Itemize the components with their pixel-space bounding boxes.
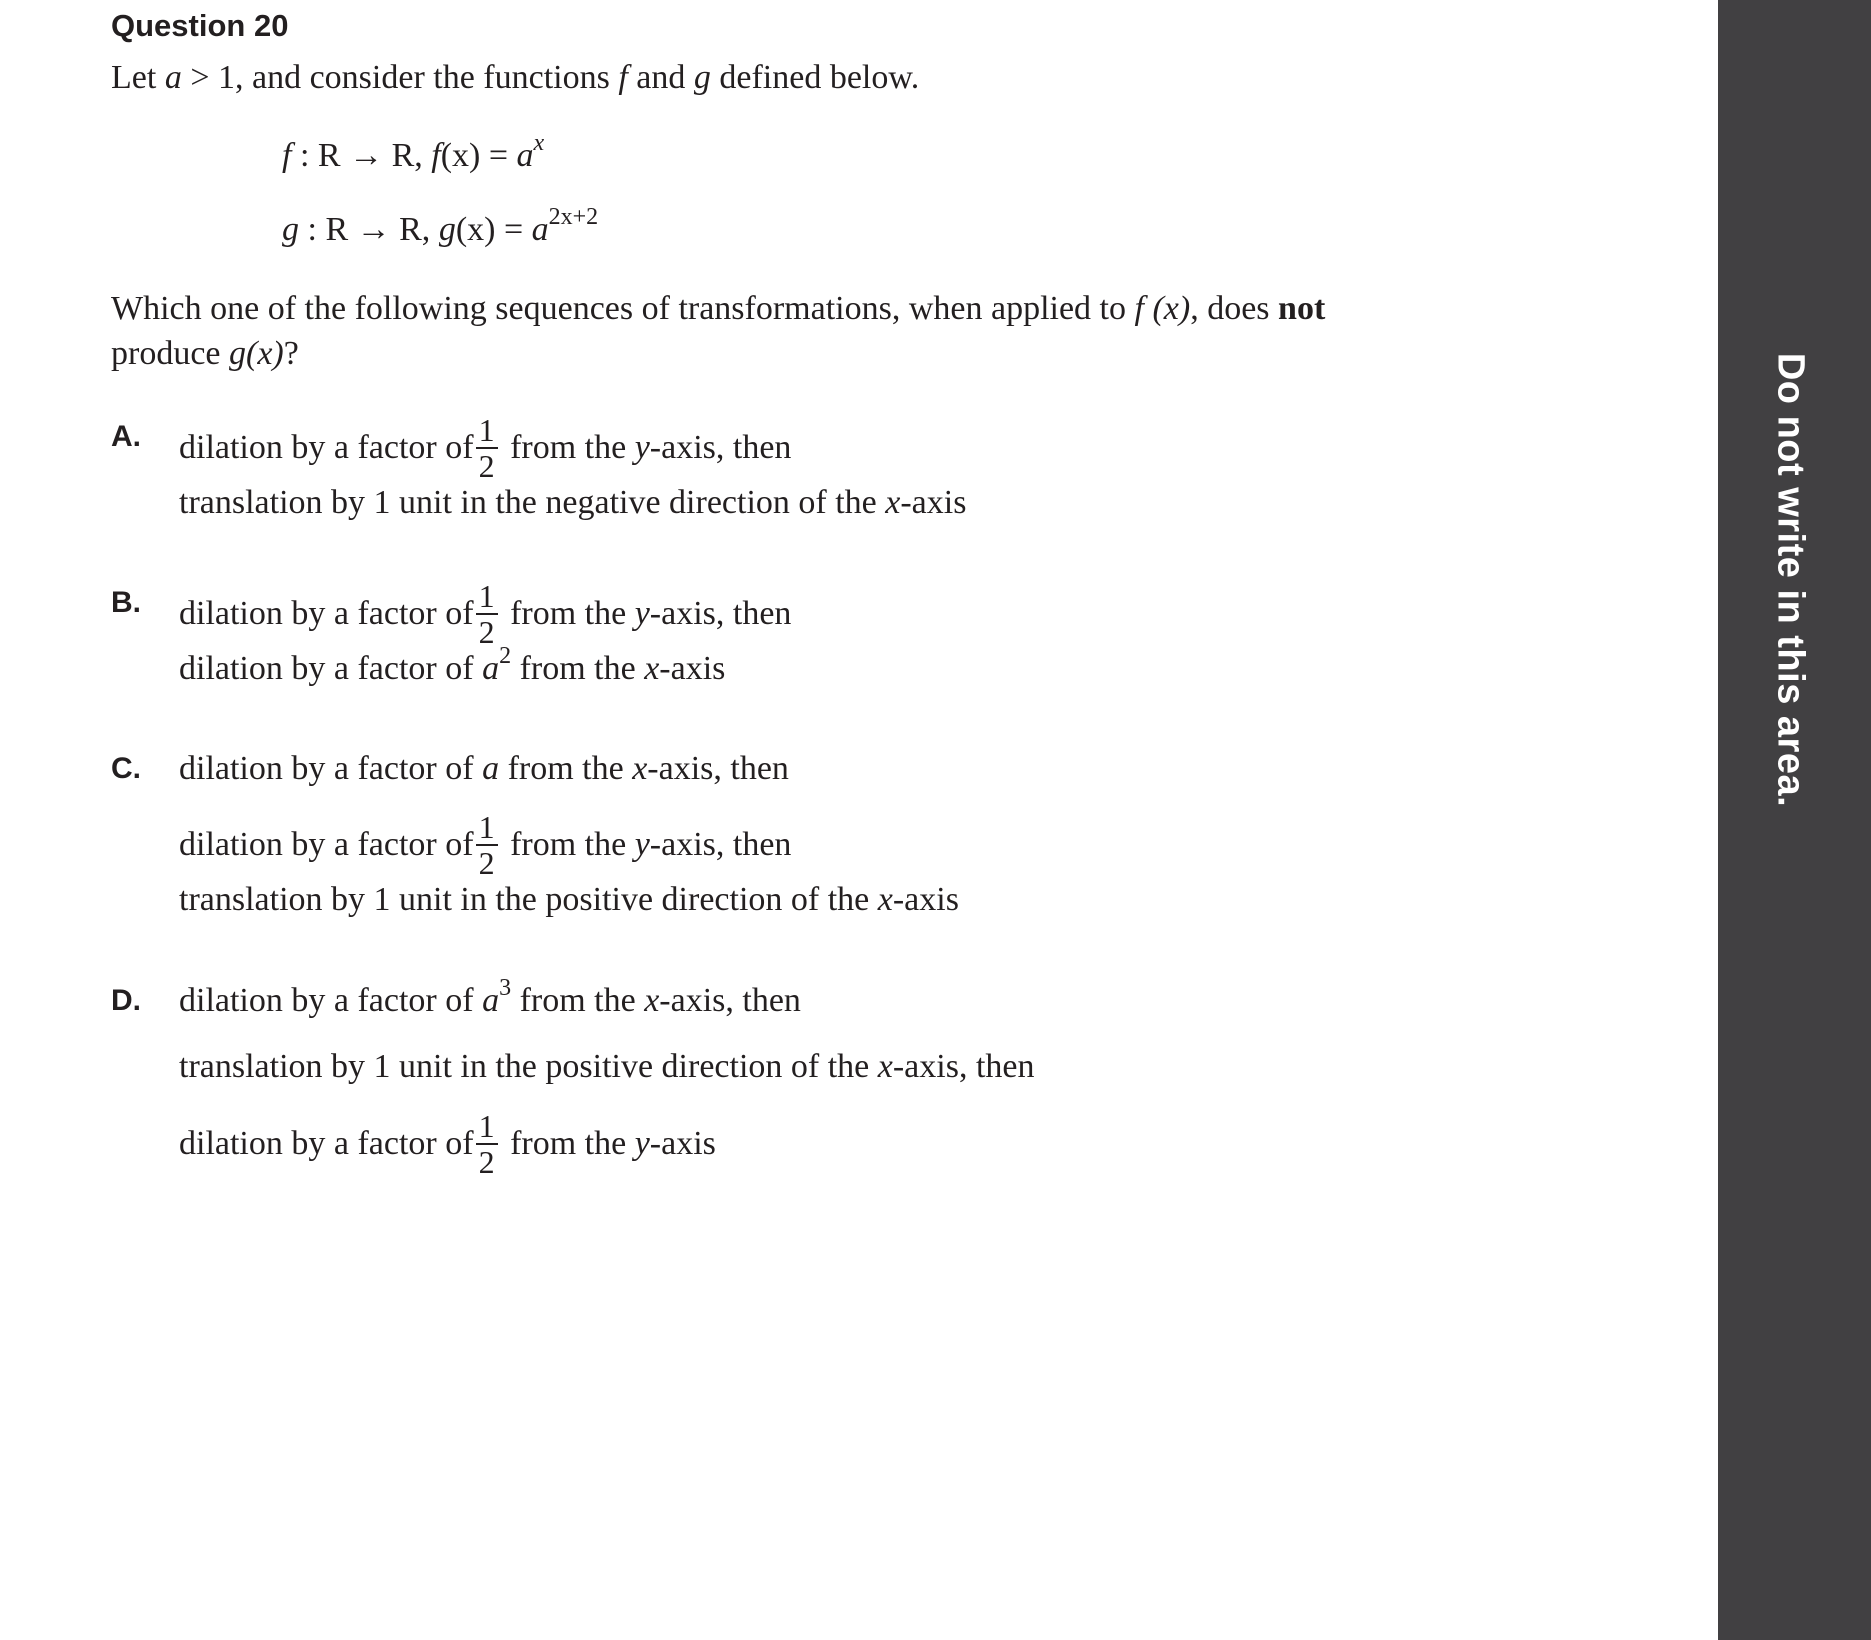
option-d-line-2: translation by 1 unit in the positive direction of the x-axis, then bbox=[179, 1048, 1035, 1085]
option-a-line-1: dilation by a factor of $\frac{1}{2}$ from the y-axis, then bbox=[179, 412, 792, 484]
fraction-one-half: $\frac{1}{2}$ bbox=[476, 579, 498, 649]
question-title: Question 20 bbox=[111, 8, 289, 43]
question-prompt-line-2: produce g(x)? bbox=[111, 335, 299, 372]
no-write-margin bbox=[1718, 0, 1871, 1640]
question-intro: Let a > 1, and consider the functions f and g defined below. bbox=[111, 59, 920, 96]
option-c-line-2: dilation by a factor of $\frac{1}{2}$ from the y-axis, then bbox=[179, 809, 792, 881]
function-g-definition: g : R → R, $g(x) = a^{2x+2}$ bbox=[282, 203, 599, 248]
option-c-line-3: translation by 1 unit in the positive direction of the x-axis bbox=[179, 881, 959, 918]
option-b-line-1: dilation by a factor of $\frac{1}{2}$ from the y-axis, then bbox=[179, 578, 792, 650]
fraction-one-half: $\frac{1}{2}$ bbox=[476, 413, 498, 483]
fraction-one-half: $\frac{1}{2}$ bbox=[476, 810, 498, 880]
option-c-letter: C. bbox=[111, 752, 141, 785]
option-b-line-2: dilation by a factor of $a^2$ from the x-axis bbox=[179, 642, 726, 687]
option-d-line-1: dilation by a factor of $a^3$ from the x-axis, then bbox=[179, 974, 801, 1019]
option-c-line-1: dilation by a factor of a from the x-axis, then bbox=[179, 750, 789, 787]
fraction-one-half: $\frac{1}{2}$ bbox=[476, 1109, 498, 1179]
function-f-definition: f : R → R, $f(x) = a^x$ bbox=[282, 129, 545, 174]
option-d-letter: D. bbox=[111, 984, 141, 1017]
option-a-letter: A. bbox=[111, 420, 141, 453]
question-prompt-line-1: Which one of the following sequences of transformations, when applied to f (x), does not bbox=[111, 290, 1326, 327]
option-b-letter: B. bbox=[111, 586, 141, 619]
option-d-line-3: dilation by a factor of $\frac{1}{2}$ from the y-axis bbox=[179, 1108, 716, 1180]
margin-note: Do not write in this area. bbox=[1769, 352, 1812, 808]
option-a-line-2: translation by 1 unit in the negative direction of the x-axis bbox=[179, 484, 967, 521]
